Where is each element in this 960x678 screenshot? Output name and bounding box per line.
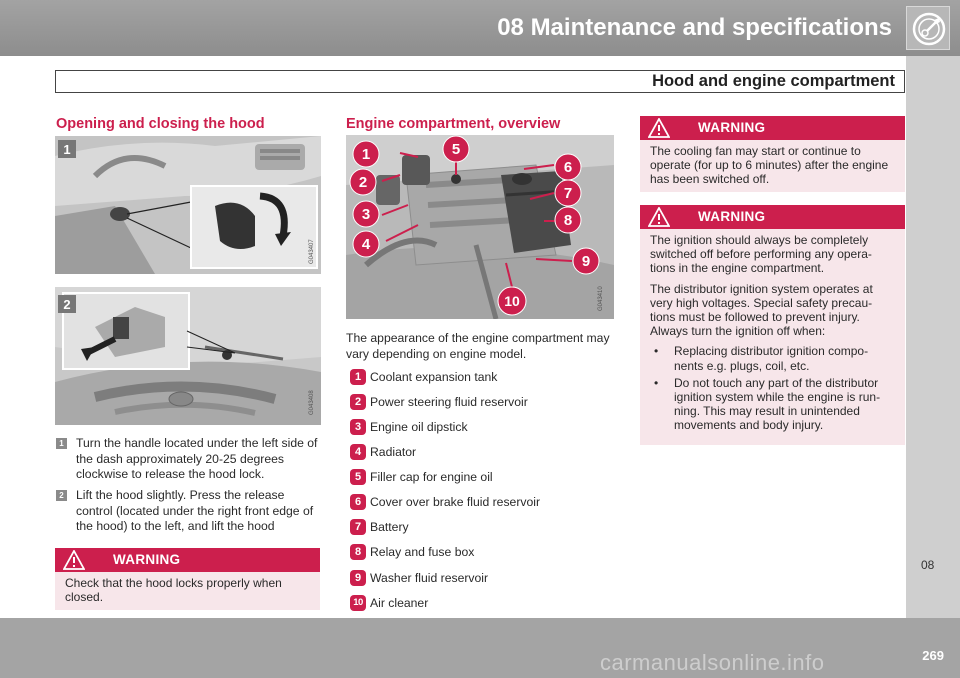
legend-label: Battery xyxy=(370,520,409,534)
step-item xyxy=(56,488,320,535)
warning-header xyxy=(55,548,320,572)
legend-label: Radiator xyxy=(370,445,417,459)
chapter-tab-number: 08 xyxy=(921,558,935,572)
legend-number: 1 xyxy=(350,369,366,385)
warning-body xyxy=(650,233,897,436)
legend-label: Coolant expansion tank xyxy=(370,370,498,384)
legend-number: 2 xyxy=(350,394,366,410)
warning-title: WARNING xyxy=(698,120,766,135)
callout-label: 10 xyxy=(504,293,520,309)
warning-triangle-icon xyxy=(648,207,670,227)
hood-heading: Opening and closing the hood xyxy=(56,116,265,132)
warning-title: WARNING xyxy=(698,209,766,224)
figure-code: G043410 xyxy=(598,286,604,311)
callout-label: 6 xyxy=(563,159,573,176)
page-number: 269 xyxy=(922,648,944,663)
bullet-dot: • xyxy=(654,344,659,359)
legend-item xyxy=(350,544,610,562)
figure-code: G043408 xyxy=(309,390,315,415)
chapter-tab xyxy=(906,56,960,618)
callout-label: 7 xyxy=(563,185,573,202)
section-title: Hood and engine compartment xyxy=(652,72,895,90)
legend-item xyxy=(350,444,610,462)
bullet-item xyxy=(650,376,897,433)
warning-paragraph: The ignition should always be completely switched off before performing any opera-tions in the engine compartment. xyxy=(650,233,872,276)
warning-title: WARNING xyxy=(113,552,181,567)
callout-label: 4 xyxy=(361,236,371,253)
figure-label: 1 xyxy=(63,142,71,157)
warning-header xyxy=(640,116,905,140)
bullet-item xyxy=(650,344,897,372)
step-text: Lift the hood slightly. Press the release control (located under the right front edge of the hood) to the left, and lift the hood xyxy=(76,488,314,533)
callout-label: 9 xyxy=(581,253,591,270)
legend-number: 8 xyxy=(350,544,366,560)
chapter-title: 08 Maintenance and specifications xyxy=(497,14,892,41)
legend-item xyxy=(350,595,610,613)
section-header xyxy=(55,70,905,93)
legend-item xyxy=(350,570,610,588)
warning-header xyxy=(640,205,905,229)
legend-label: Cover over brake fluid reservoir xyxy=(370,495,541,509)
warning-triangle-icon xyxy=(648,118,670,138)
warning-paragraph: The distributor ignition system operates at very high voltages. Special safety precau-tions must be followed to prevent injury. Always turn the ignition off when: xyxy=(650,281,873,339)
step-number: 1 xyxy=(56,438,67,449)
warning-box xyxy=(55,548,320,610)
legend-label: Air cleaner xyxy=(370,596,429,610)
legend-label: Power steering fluid reservoir xyxy=(370,395,528,409)
callout-label: 3 xyxy=(361,206,371,223)
legend-item xyxy=(350,469,610,487)
engine-intro-text: The appearance of the engine compartment may vary depending on engine model. xyxy=(346,331,610,361)
legend-item xyxy=(350,419,610,437)
step-text: Turn the handle located under the left side of the dash approximately 20-25 degrees clockwise to release the hood lock. xyxy=(76,436,318,481)
legend-label: Washer fluid reservoir xyxy=(370,571,489,585)
legend-number: 5 xyxy=(350,469,366,485)
legend-number: 6 xyxy=(350,494,366,510)
figure-code: G043407 xyxy=(309,239,315,264)
legend-number: 10 xyxy=(350,595,366,611)
warning-triangle-icon xyxy=(63,550,85,570)
hood-handle-figure xyxy=(55,136,321,274)
callout-label: 2 xyxy=(358,174,368,191)
legend-item xyxy=(350,519,610,537)
warning-box xyxy=(640,116,905,192)
bullet-text: Replacing distributor ignition compo-nents e.g. plugs, coil, etc. xyxy=(674,344,869,373)
warning-text: Check that the hood locks properly when closed. xyxy=(65,576,282,605)
warning-box xyxy=(640,205,905,445)
wrench-gear-icon xyxy=(906,6,950,50)
legend-label: Engine oil dipstick xyxy=(370,420,468,434)
bullet-dot: • xyxy=(654,375,659,390)
step-number: 2 xyxy=(56,490,67,501)
watermark: carmanualsonline.info xyxy=(600,650,825,675)
hood-release-figure xyxy=(55,287,321,425)
engine-heading: Engine compartment, overview xyxy=(346,116,561,132)
legend-number: 4 xyxy=(350,444,366,460)
legend-item xyxy=(350,494,610,512)
legend-label: Filler cap for engine oil xyxy=(370,470,493,484)
warning-text: The cooling fan may start or continue to operate (for up to 6 minutes) after the engine has been switched off. xyxy=(650,144,889,187)
legend-label: Relay and fuse box xyxy=(370,545,475,559)
legend-number: 7 xyxy=(350,519,366,535)
callout-label: 8 xyxy=(563,212,573,229)
legend-number: 9 xyxy=(350,570,366,586)
figure-label: 2 xyxy=(63,297,71,312)
legend-item xyxy=(350,394,610,412)
legend-item xyxy=(350,369,610,387)
bullet-text: Do not touch any part of the distributor ignition system while the engine is run-ning. This may result in unintended movements and body injury. xyxy=(674,375,881,433)
callout-label: 1 xyxy=(361,146,371,163)
step-item xyxy=(56,436,320,483)
engine-compartment-figure xyxy=(346,135,614,319)
callout-label: 5 xyxy=(451,141,461,158)
legend-number: 3 xyxy=(350,419,366,435)
